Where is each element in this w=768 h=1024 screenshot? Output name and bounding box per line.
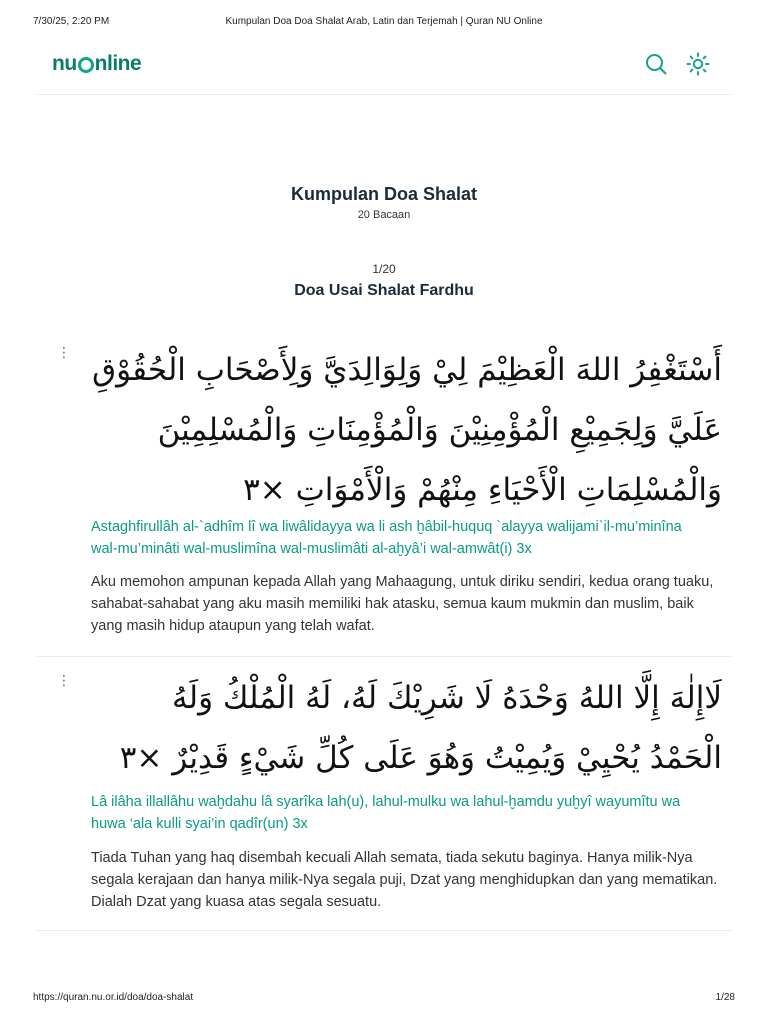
sun-icon [686, 52, 710, 76]
search-button[interactable] [644, 52, 668, 76]
verse-translation: Aku memohon ampunan kepada Allah yang Mahaagung, untuk diriku sendiri, kedua orang tuaku, sahabat-sahabat yang aku masih memiliki hak atasku, semua kaum mukmin dan muslim, baik yang masih hidup ataupun yang telah wafat. [91, 574, 714, 634]
doa-heading [0, 262, 768, 300]
verse-arabic: لَاإِلٰهَ إِلَّا اللهُ وَحْدَهُ لَا شَرِيْكَ لَهُ، لَهُ الْمُلْكُ وَلَهُ الْحَمْدُ يُحْيِيْ وَيُمِيْتُ وَهُوَ عَلَى كُلِّ شَيْءٍ قَدِيْرٌ ×٣ [119, 680, 722, 776]
top-navbar [36, 44, 732, 95]
more-options-icon[interactable]: ⋮ [57, 344, 71, 360]
theme-toggle-button[interactable] [686, 52, 710, 76]
page-title: Kumpulan Doa Shalat [290, 184, 478, 204]
print-page-number: 1/28 [715, 992, 735, 1003]
search-icon [644, 52, 668, 76]
logo-text-left: nu [52, 52, 77, 75]
print-footer [33, 992, 735, 1006]
print-url: https://quran.nu.or.id/doa/doa-shalat [33, 992, 194, 1003]
more-options-icon[interactable]: ⋮ [57, 672, 71, 688]
page-subtitle: 20 Bacaan [357, 209, 411, 221]
verse-latin: Lâ ilâha illallâhu waḫdahu lâ syarîka lah(u), lahul-mulku wa lahul-ḫamdu yuḫyî wayumîtu wa huwa ‘ala kulli syai’in qadîr(un) 3x [91, 794, 681, 832]
doa-name: Doa Usai Shalat Fardhu [294, 282, 474, 299]
nu-online-logo[interactable] [52, 52, 141, 76]
print-header [33, 16, 735, 30]
verse-card [36, 668, 732, 931]
verse-arabic: أَسْتَغْفِرُ اللهَ الْعَظِيْمَ لِيْ وَلِوَالِدَيَّ وَلِأَصْحَابِ الْحُقُوْقِ عَلَيَّ وَلِجَمِيْعِ الْمُؤْمِنِيْنَ وَالْمُؤْمِنَاتِ وَالْمُسْلِمِيْنَ وَالْمُسْلِمَاتِ الْأَحْيَاءِ مِنْهُمْ وَالْأَمْوَاتِ ×٣ [92, 352, 722, 508]
verse-card [36, 340, 732, 657]
verse-translation: Tiada Tuhan yang haq disembah kecuali Allah semata, tiada sekutu baginya. Hanya milik-Nya segala kerajaan dan hanya milik-Nya segala puji, Dzat yang menghidupkan dan yang mematikan. Dialah Dzat yang kuasa atas segala sesuatu. [91, 850, 718, 910]
print-page-title: Kumpulan Doa Doa Shalat Arab, Latin dan Terjemah | Quran NU Online [225, 16, 543, 27]
verse-latin: Astaghfirullâh al-`adhîm lî wa liwâlidayya wa li ash ḫâbil-huquq `alayya walijami`il-mu’minîna wal-mu’minâti wal-muslimîna wal-muslimâti al-aḫyâ’i wal-amwât(i) 3x [91, 519, 682, 557]
doa-index: 1/20 [372, 262, 396, 276]
page-heading [0, 184, 768, 221]
logo-ring-icon [78, 57, 94, 73]
logo-text-right: nline [94, 52, 142, 75]
print-datetime: 7/30/25, 2:20 PM [33, 16, 110, 27]
